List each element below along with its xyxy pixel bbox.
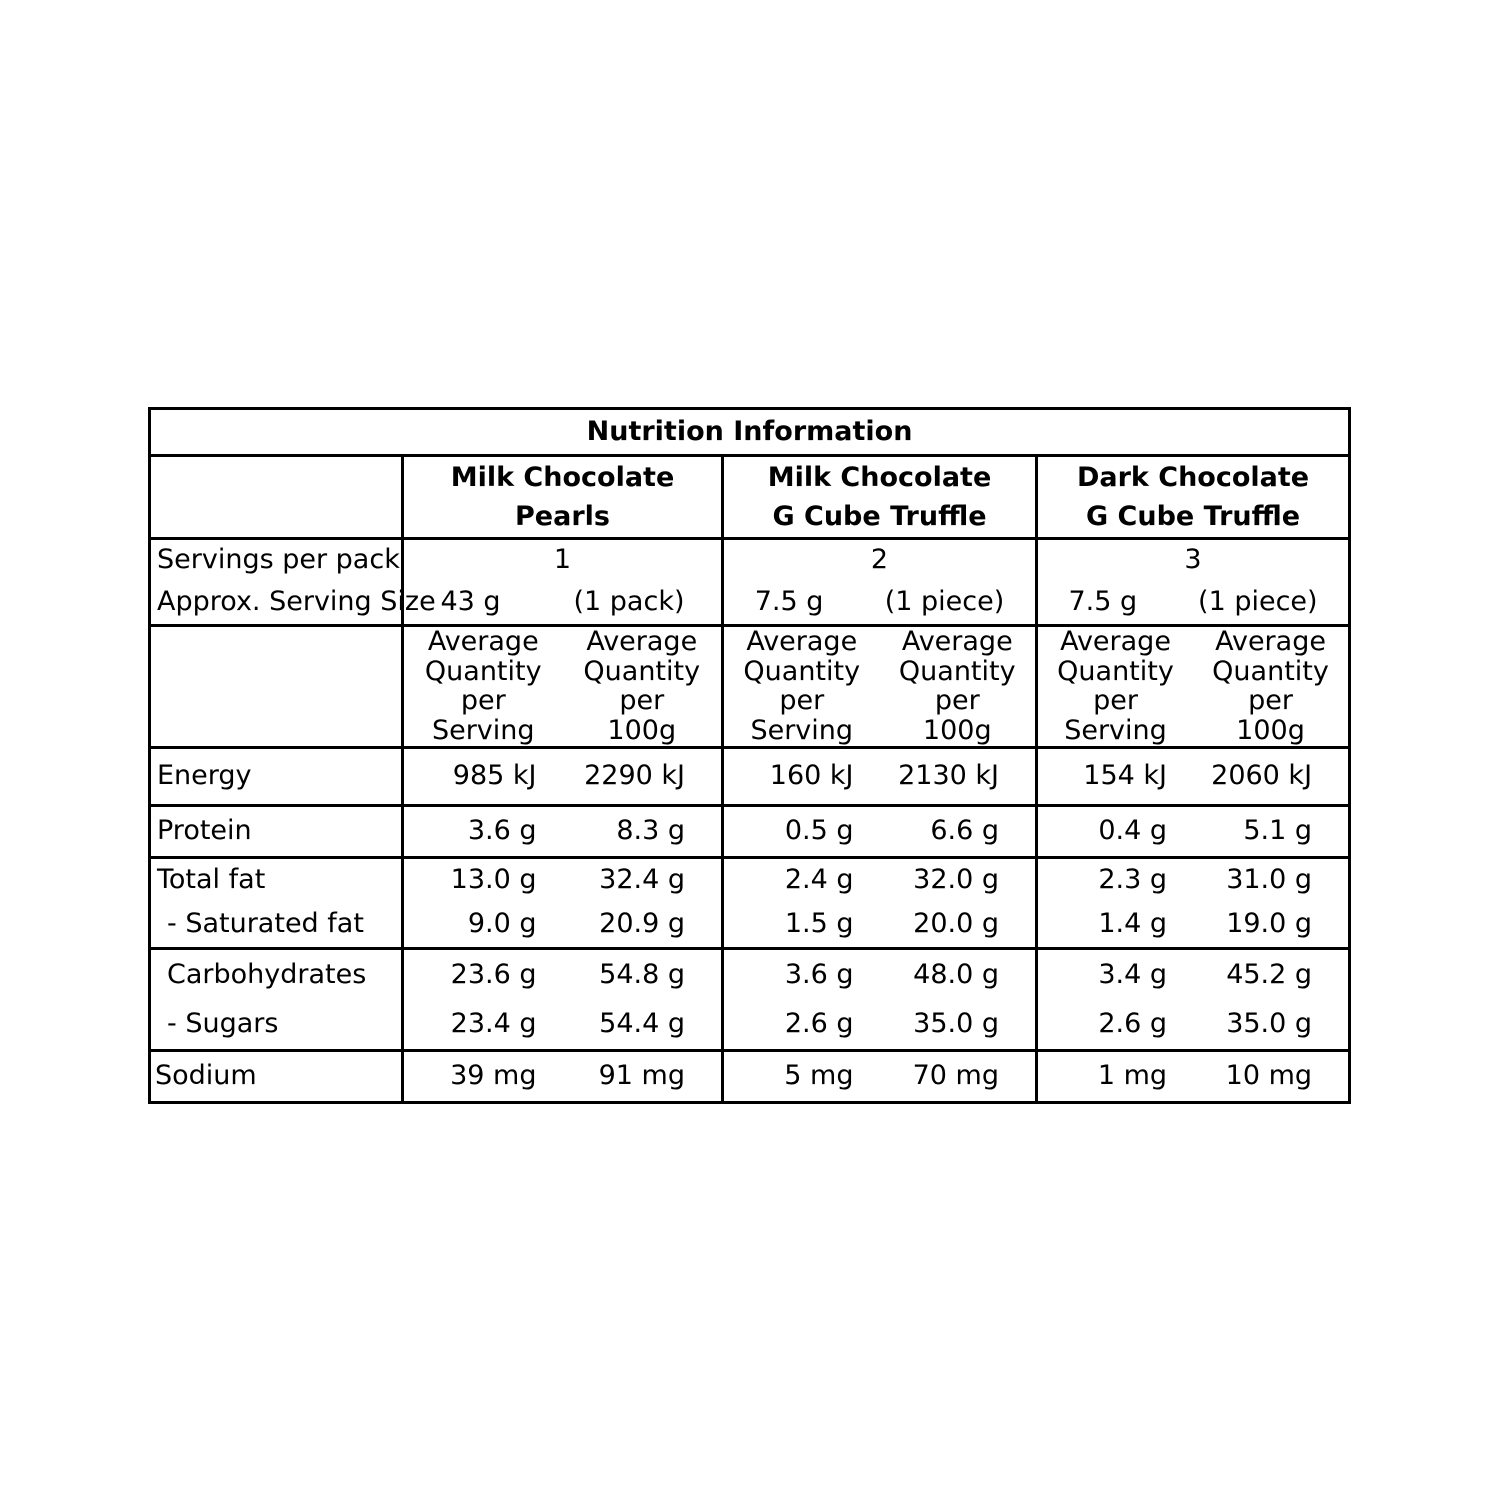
header-line: Serving (1064, 715, 1167, 747)
table-row (150, 805, 1350, 857)
header-line: Quantity per (424, 655, 542, 717)
quantity-header-cell (1037, 626, 1350, 748)
value-per-100g: 54.8 g (599, 958, 685, 990)
nutrition-information-table (148, 407, 1351, 1104)
value-pair (403, 857, 723, 902)
value-per-100g: 91 mg (598, 1060, 685, 1092)
per-100g-header (1193, 627, 1348, 746)
value-per-serving: 0.4 g (1098, 815, 1168, 847)
header-line: Quantity per (743, 655, 861, 717)
per-serving-header (1038, 627, 1193, 746)
product-header-1 (403, 456, 723, 539)
header-line: Average (1215, 626, 1326, 657)
per-serving-header (724, 627, 880, 746)
value-per-serving: 154 kJ (1083, 760, 1168, 792)
value-pair (403, 902, 723, 948)
value-pair (723, 857, 1037, 902)
value-pair (1037, 805, 1350, 857)
nutrient-label: Energy (150, 747, 403, 805)
value-per-serving: 0.5 g (784, 815, 854, 847)
value-per-serving: 13.0 g (450, 864, 537, 896)
value-per-serving: 1.5 g (784, 908, 854, 940)
header-line: Quantity per (898, 655, 1016, 717)
value-per-serving: 1 mg (1097, 1060, 1168, 1092)
nutrient-label: Carbohydrates (150, 948, 403, 1000)
value-per-serving: 2.6 g (784, 1008, 854, 1040)
header-line: Average (427, 626, 539, 657)
value-per-100g: 2290 kJ (584, 760, 685, 792)
value-pair (403, 747, 723, 805)
quantity-header-cell (403, 626, 723, 748)
serving-size-cell (1037, 581, 1350, 626)
header-line: Average (746, 626, 858, 657)
value-per-100g: 31.0 g (1226, 864, 1313, 896)
header-line: Serving (431, 715, 535, 747)
header-line: Average (901, 626, 1013, 657)
value-per-serving: 2.6 g (1098, 1008, 1168, 1040)
value-pair (723, 902, 1037, 948)
serving-size-label: Approx. Serving Size (150, 581, 403, 626)
value-per-serving: 2.4 g (784, 864, 854, 896)
value-pair (723, 805, 1037, 857)
nutrient-label: - Sugars (150, 1000, 403, 1050)
value-pair (723, 948, 1037, 1000)
blank-header-cell (150, 456, 403, 539)
quantity-header-cell (723, 626, 1037, 748)
table-row (150, 747, 1350, 805)
servings-per-pack-label: Servings per pack (150, 539, 403, 581)
per-100g-header (880, 627, 1036, 746)
value-per-100g: 32.0 g (913, 864, 999, 896)
servings-per-pack-value: 1 (403, 539, 723, 581)
value-per-serving: 23.6 g (450, 958, 537, 990)
per-serving-header (404, 627, 563, 746)
value-per-serving: 3.6 g (784, 958, 854, 990)
serving-size-unit: (1 piece) (884, 586, 1005, 618)
serving-size-unit: (1 pack) (573, 586, 685, 618)
serving-size-value: 7.5 g (1068, 586, 1138, 618)
header-line: Average (1060, 626, 1171, 657)
value-per-100g: 2130 kJ (898, 760, 999, 792)
value-pair (1037, 1000, 1350, 1050)
value-pair (403, 805, 723, 857)
value-per-100g: 32.4 g (599, 864, 685, 896)
nutrient-label: Sodium (150, 1050, 403, 1102)
product-header-2 (723, 456, 1037, 539)
header-line: Quantity per (1057, 655, 1174, 717)
table-row (150, 857, 1350, 902)
value-pair (723, 1050, 1037, 1102)
value-per-100g: 70 mg (912, 1060, 999, 1092)
value-per-serving: 160 kJ (769, 760, 854, 792)
value-pair (403, 1050, 723, 1102)
value-per-serving: 9.0 g (467, 908, 537, 940)
serving-size-value: 43 g (440, 586, 501, 618)
value-per-100g: 20.0 g (913, 908, 999, 940)
product-name-line1: Dark Chocolate (1076, 461, 1310, 493)
nutrient-label: Protein (150, 805, 403, 857)
header-line: Quantity per (1212, 655, 1329, 717)
value-per-serving: 1.4 g (1098, 908, 1168, 940)
value-per-100g: 48.0 g (913, 958, 999, 990)
value-per-serving: 985 kJ (452, 760, 537, 792)
value-per-100g: 6.6 g (930, 815, 999, 847)
value-per-100g: 2060 kJ (1211, 760, 1313, 792)
value-per-100g: 5.1 g (1243, 815, 1313, 847)
value-per-100g: 35.0 g (913, 1008, 999, 1040)
header-line: 100g (922, 715, 992, 747)
per-100g-header (563, 627, 722, 746)
value-per-serving: 5 mg (784, 1060, 854, 1092)
value-per-100g: 19.0 g (1226, 908, 1313, 940)
serving-size-cell (723, 581, 1037, 626)
servings-per-pack-value: 2 (723, 539, 1037, 581)
value-pair (403, 1000, 723, 1050)
product-name-line2: G Cube Truffle (772, 501, 987, 532)
servings-per-pack-value: 3 (1037, 539, 1350, 581)
value-pair (403, 948, 723, 1000)
nutrient-label: Total fat (150, 857, 403, 902)
header-line: 100g (607, 715, 677, 747)
table-row (150, 902, 1350, 948)
table-row (150, 948, 1350, 1000)
table-title: Nutrition Information (150, 409, 1350, 456)
product-name-line2: Pearls (515, 501, 610, 532)
value-per-serving: 3.6 g (467, 815, 537, 847)
serving-size-value: 7.5 g (754, 586, 824, 618)
value-per-serving: 2.3 g (1098, 864, 1168, 896)
value-per-100g: 20.9 g (599, 908, 685, 940)
value-per-serving: 39 mg (450, 1060, 537, 1092)
value-pair (1037, 948, 1350, 1000)
value-pair (1037, 902, 1350, 948)
blank-quantity-cell (150, 626, 403, 748)
product-name-line2: G Cube Truffle (1085, 501, 1301, 532)
value-per-100g: 10 mg (1225, 1060, 1313, 1092)
value-per-100g: 45.2 g (1226, 958, 1313, 990)
value-per-serving: 23.4 g (450, 1008, 537, 1040)
value-pair (723, 747, 1037, 805)
product-name-line1: Milk Chocolate (767, 461, 992, 493)
value-per-100g: 54.4 g (599, 1008, 685, 1040)
header-line: Serving (750, 715, 854, 747)
value-per-100g: 8.3 g (616, 815, 685, 847)
header-line: Average (586, 626, 698, 657)
product-header-3 (1037, 456, 1350, 539)
value-pair (1037, 857, 1350, 902)
header-line: 100g (1236, 715, 1305, 747)
value-per-100g: 35.0 g (1226, 1008, 1313, 1040)
value-pair (1037, 747, 1350, 805)
table-row (150, 1000, 1350, 1050)
value-pair (1037, 1050, 1350, 1102)
serving-size-unit: (1 piece) (1198, 586, 1318, 618)
product-name-line1: Milk Chocolate (450, 461, 675, 493)
header-line: Quantity per (583, 655, 701, 717)
value-per-serving: 3.4 g (1098, 958, 1168, 990)
value-pair (723, 1000, 1037, 1050)
nutrient-label: - Saturated fat (150, 902, 403, 948)
serving-size-cell (403, 581, 723, 626)
table-row (150, 1050, 1350, 1102)
